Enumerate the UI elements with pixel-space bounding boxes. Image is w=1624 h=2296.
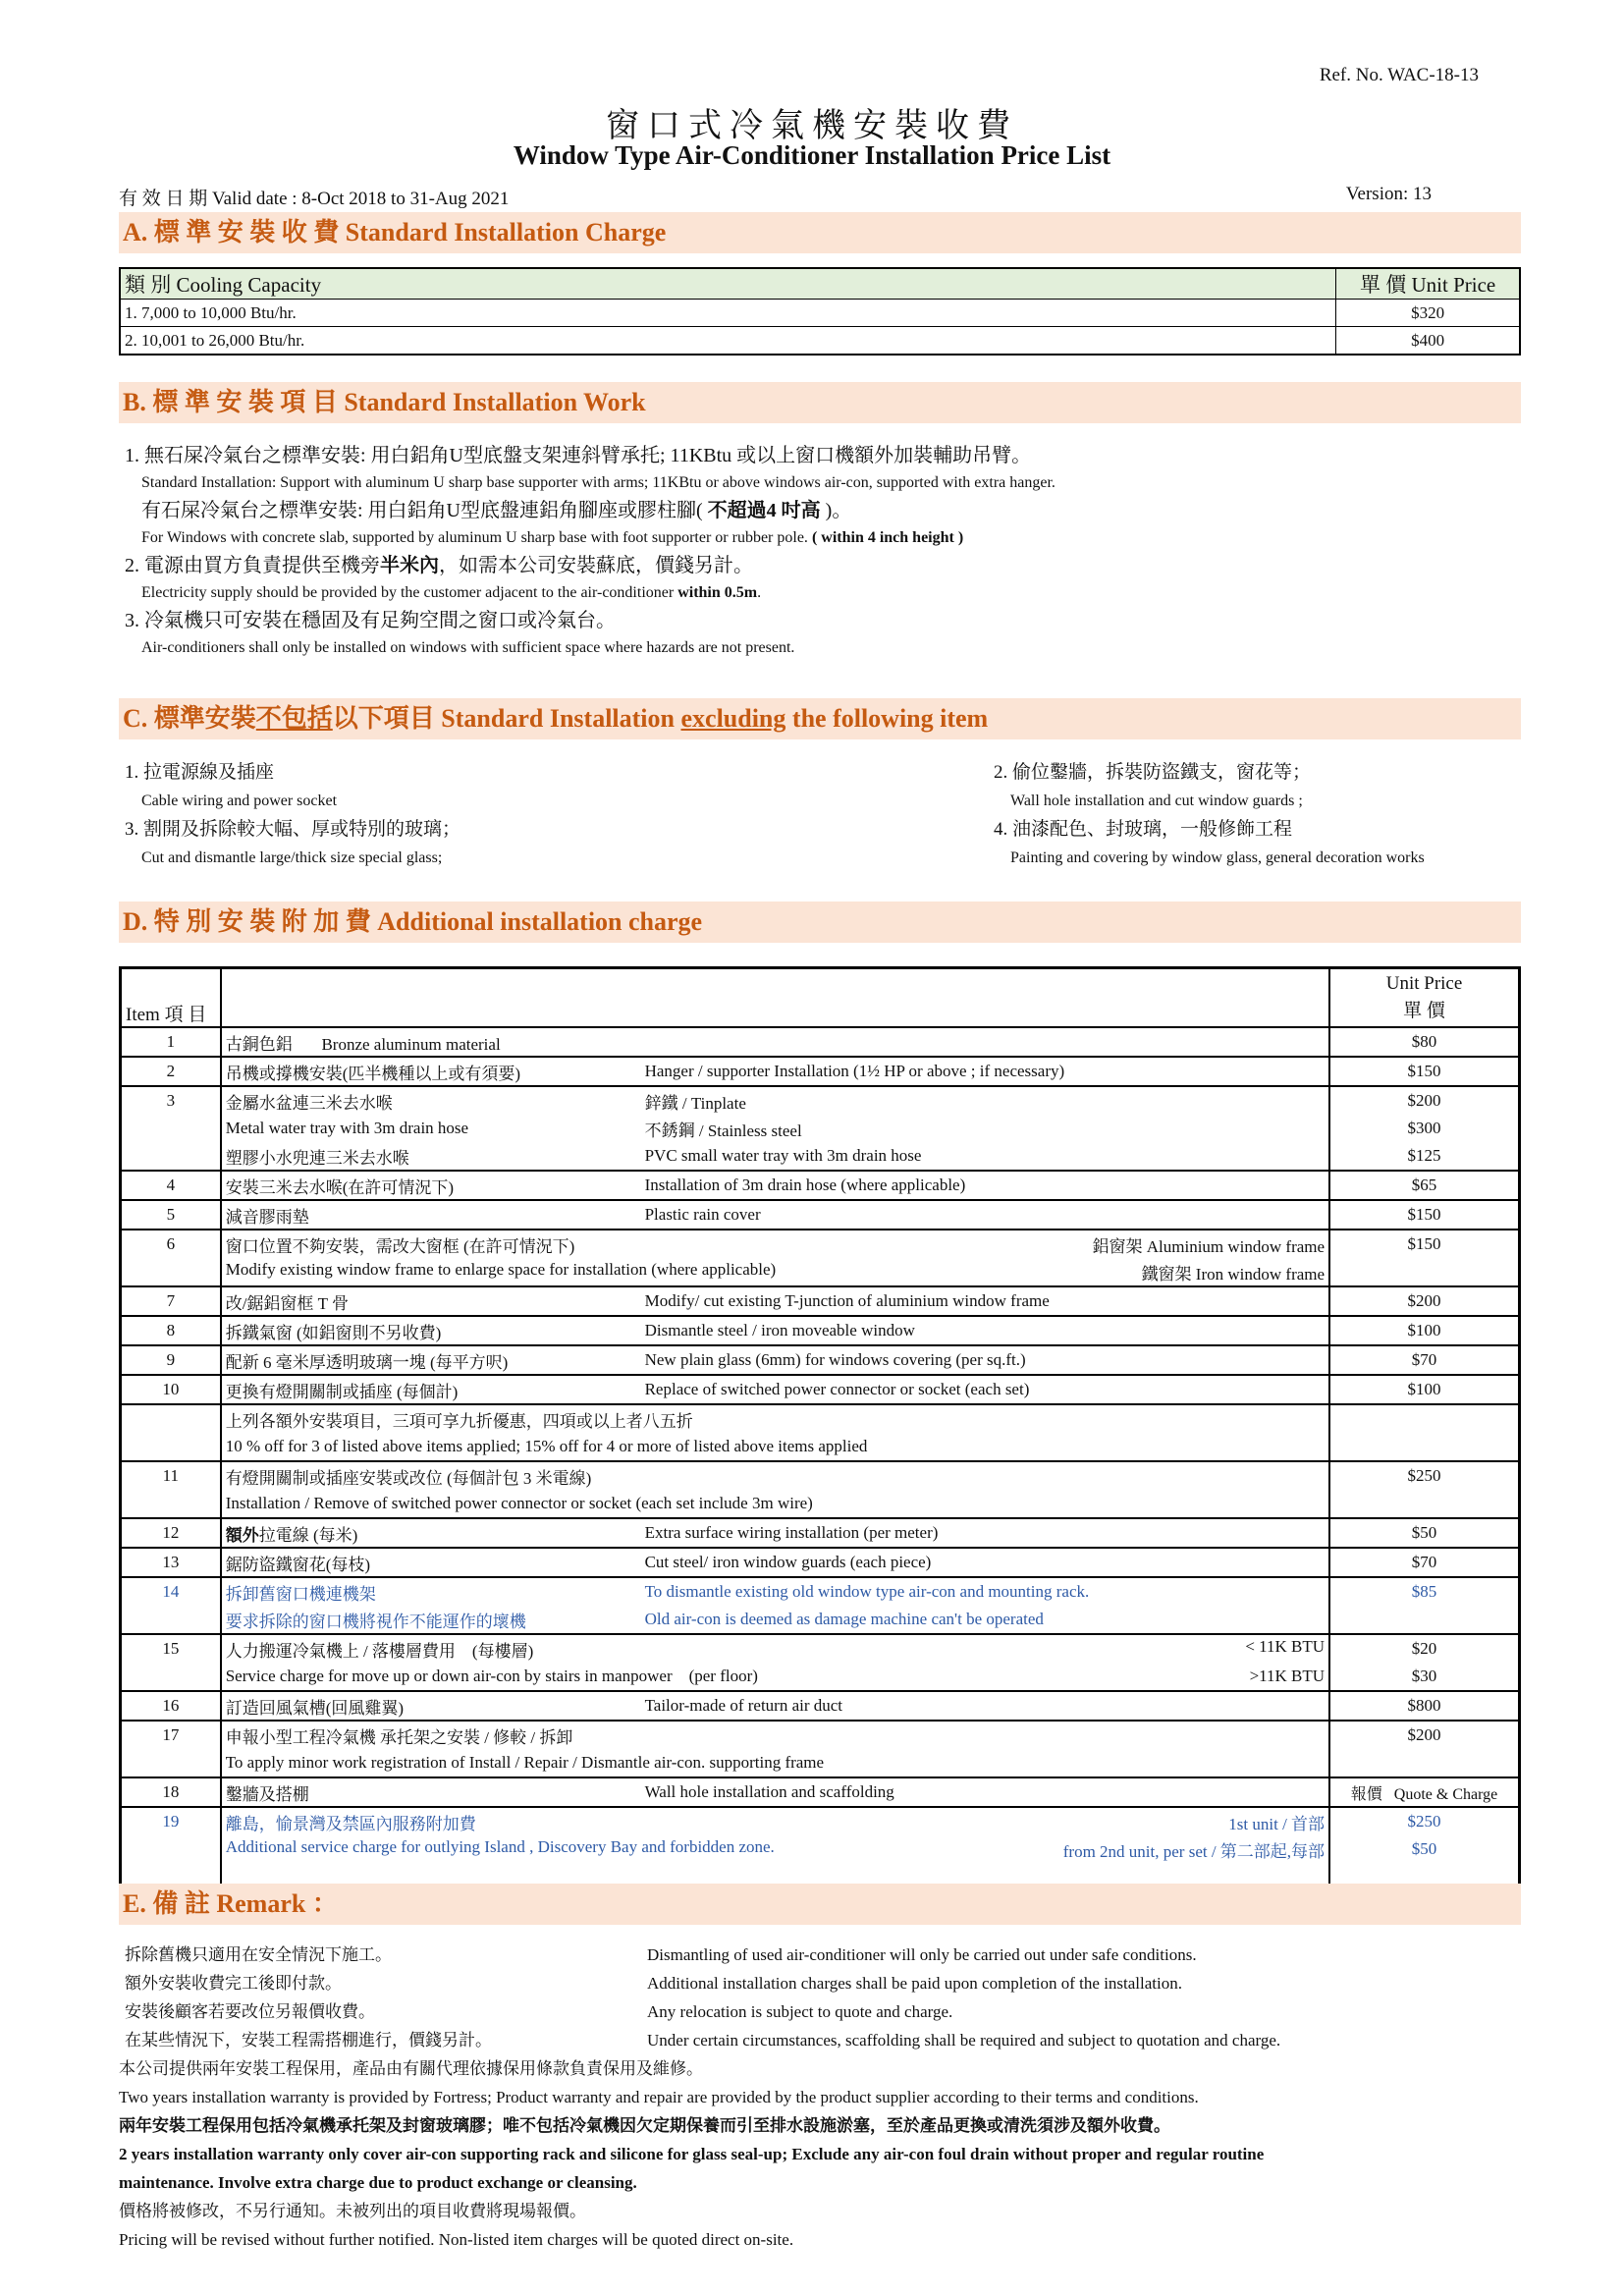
item-desc: 古銅色鋁 Bronze aluminum material [221,1027,1329,1057]
item-number: 14 [121,1577,221,1606]
table-row [121,1518,1520,1548]
item-desc-en: Installation of 3m drain hose (where applicable) [641,1171,1329,1200]
item-desc [221,1258,1329,1286]
item-price: $250 [1329,1807,1519,1835]
section-e-header: E. 備 註 Remark ： [119,1884,1521,1925]
item-desc: 吊機或撐機安裝(匹半機種以上或有須要) [221,1057,641,1086]
table-row [121,1606,1520,1634]
item-desc: 鑿牆及搭棚 [221,1777,641,1807]
item-price [1329,1490,1519,1518]
table-row [121,1142,1520,1171]
item-number [121,1663,221,1691]
item-price: $150 [1329,1057,1519,1086]
section-c-header [119,698,1521,739]
excluded-item-4-en: Painting and covering by window glass, general decoration works [1010,849,1425,866]
item-desc [221,1835,1329,1863]
col-unit-price: 單 價 Unit Price [1336,268,1520,300]
item-number [121,1433,221,1461]
title-chinese: 窗口式冷氣機安裝收費 [606,108,1018,144]
item-desc: 塑膠小水兜連三米去水喉 [225,1148,409,1168]
work-item-1b-en-text: For Windows with concrete slab, supported by aluminum U sharp base with foot supporter or rubber pole. [141,529,812,546]
excluded-item-1-en: Cable wiring and power socket [141,793,338,809]
item-number: 10 [121,1375,221,1404]
item-number [121,1835,221,1863]
table-row [121,1577,1520,1606]
item-price [1329,1258,1519,1286]
excluded-item-2: 2. 偷位鑿牆，拆裝防盜鐵支，窗花等； [994,762,1312,783]
item-desc-en: To apply minor work registration of Install / Repair / Dismantle air-con. supporting frame [225,1753,825,1772]
work-item-1b-en [125,524,1056,552]
item-desc: 減音膠雨墊 [221,1200,641,1230]
item-number: 18 [121,1777,221,1807]
item-number: 16 [121,1691,221,1721]
item-price: 報價 Quote & Charge [1329,1777,1519,1807]
discount-row [121,1404,1520,1433]
item-number [121,1606,221,1634]
table-row [121,1721,1520,1749]
item-desc-zh: 離島，愉景灣及禁區內服務附加費 [225,1814,476,1833]
item-price: $300 [1329,1115,1519,1142]
item-desc-en: PVC small water tray with 3m drain hose [644,1146,922,1165]
item-desc-en: Extra surface wiring installation (per meter) [641,1518,1329,1548]
remark-5: 本公司提供兩年安裝工程保用，產品由有關代理依據保用條款負責保用及維修。 [119,2059,703,2078]
item-desc-en: Hanger / supporter Installation (1½ HP or above ; if necessary) [641,1057,1329,1086]
item-desc-en: Replace of switched power connector or socket (each set) [641,1375,1329,1404]
item-number: 3 [121,1086,221,1115]
work-item-2-end: ，如需本公司安裝蘇底，價錢另計。 [439,555,753,576]
item-desc: 配新 6 毫米厚透明玻璃一塊 (每平方呎) [221,1345,641,1375]
work-item-2-text: 2. 電源由買方負責提供至機旁 [125,555,380,576]
section-d-header: D. 特 別 安 裝 附 加 費 Additional installation charge [119,902,1521,943]
work-item-1b-bold: 不超過4 吋高 [702,500,826,521]
item-option: 鐵窗架 Iron window frame [1141,1264,1326,1284]
item-desc: Metal water tray with 3m drain hose [225,1119,469,1137]
table-row [121,1115,1520,1142]
item-number: 11 [121,1461,221,1490]
excluded-items-right [994,758,1425,872]
item-number [121,1115,221,1142]
remark-8: 2 years installation warranty only cover air-con supporting rack and silicone for glass seal-up; Exclude any air-con foul drain without proper and regular routine [119,2145,1265,2163]
col-unit-price-en: Unit Price [1385,973,1463,994]
item-desc-bold: 額外 [225,1525,259,1545]
item-desc: 更換有燈開關制或插座 (每個計) [221,1375,641,1404]
item-number: 17 [121,1721,221,1749]
item-price: $80 [1329,1027,1519,1057]
item-price: $85 [1329,1577,1519,1606]
item-option: >11K BTU [1249,1667,1326,1685]
item-number [121,1142,221,1171]
item-desc: 安裝三米去水喉(在許可情況下) [221,1171,641,1200]
col-description [221,968,1329,1028]
item-desc: 鋸防盜鐵窗花(每枝) [221,1548,641,1577]
table-row [121,1316,1520,1345]
discount-row [121,1433,1520,1461]
item-desc-en: Dismantle steel / iron moveable window [641,1316,1329,1345]
work-item-1: 1. 無石屎冷氣台之標準安裝: 用白鋁角U型底盤支架連斜臂承托; 11KBtu 或以上窗口機額外加裝輔助吊臂。 [125,445,1032,466]
table-row [121,1835,1520,1863]
table-row [121,1375,1520,1404]
remark-7: 兩年安裝工程保用包括冷氣機承托架及封窗玻璃膠；唯不包括冷氣機因欠定期保養而引至排水設施淤塞，至於產品更換或清洗須涉及額外收費。 [119,2116,1170,2135]
section-c-title-e: the following item [785,704,989,733]
item-price: $200 [1329,1086,1519,1115]
table-row [120,300,1520,327]
work-item-1b-en-bold: ( within 4 inch height ) [811,529,964,546]
item-price: $70 [1329,1345,1519,1375]
item-desc [221,1634,1329,1663]
item-price: $50 [1329,1835,1519,1863]
item-price: $125 [1329,1142,1519,1171]
col-unit-price-zh: 單 價 [1403,1001,1445,1021]
work-item-3-en: Air-conditioners shall only be installed on windows with sufficient space where hazards are not present. [141,639,795,656]
col-unit-price [1329,968,1519,1028]
item-desc-en: New plain glass (6mm) for windows covering (per sq.ft.) [641,1345,1329,1375]
item-desc-en: To dismantle existing old window type air-con and mounting rack. [641,1577,1329,1606]
item-number: 4 [121,1171,221,1200]
item-number: 7 [121,1286,221,1316]
additional-charge-table [119,966,1521,1893]
work-item-1b-text: 有石屎冷氣台之標準安裝: 用白鋁角U型底盤連鋁角腳座或膠柱腳( [141,500,703,521]
item-desc-zh: 拉電線 (每米) [258,1525,358,1545]
item-price: $800 [1329,1691,1519,1721]
item-number: 6 [121,1230,221,1258]
remark-6: Two years installation warranty is provided by Fortress; Product warranty and repair are provided by the product supplier according to their terms and conditions. [119,2088,1199,2106]
item-desc [221,1663,1329,1691]
table-row [121,1086,1520,1115]
item-option: 1st unit / 首部 [1228,1814,1326,1833]
table-header-row [121,968,1520,1028]
item-desc-en: Modify/ cut existing T-junction of aluminium window frame [641,1286,1329,1316]
item-number: 1 [121,1027,221,1057]
section-c-title-d: excluding [680,704,786,733]
item-number: 19 [121,1807,221,1835]
item-desc-en: Installation / Remove of switched power connector or socket (each set include 3m wire) [225,1494,813,1512]
item-number: 8 [121,1316,221,1345]
col-cooling-capacity: 類 別 Cooling Capacity [120,268,1336,300]
item-desc: 金屬水盆連三米去水喉 [221,1086,641,1115]
item-desc-en: Wall hole installation and scaffolding [641,1777,1329,1807]
title-english: Window Type Air-Conditioner Installation Price List [513,140,1111,170]
item-price: $100 [1329,1316,1519,1345]
excluded-items-left [125,758,460,872]
work-item-2 [125,552,1056,579]
remarks-warranty [119,2054,1523,2254]
remark-8b: maintenance. Involve extra charge due to product exchange or cleansing. [119,2173,637,2192]
section-a-header: A. 標 準 安 裝 收 費 Standard Installation Charge [119,212,1521,253]
table-row [121,1200,1520,1230]
work-item-1b [125,497,1056,524]
item-option: < 11K BTU [1245,1636,1326,1656]
section-b-header: B. 標 準 安 裝 項 目 Standard Installation Work [119,382,1521,423]
item-price [1329,1404,1519,1433]
table-row [121,1634,1520,1663]
item-price: $30 [1329,1663,1519,1691]
col-item: Item 項 目 [121,968,221,1028]
item-desc-en: Old air-con is deemed as damage machine can't be operated [644,1610,1044,1628]
item-number: 12 [121,1518,221,1548]
item-desc: 有燈開關制或插座安裝或改位 (每個計包 3 米電線) [221,1461,1329,1490]
capacity-cell: 1. 7,000 to 10,000 Btu/hr. [120,300,1336,327]
work-item-3: 3. 冷氣機只可安裝在穩固及有足夠空間之窗口或冷氣台。 [125,610,616,631]
work-item-2-en [125,579,1056,607]
item-number: 13 [121,1548,221,1577]
remark-3-zh: 安裝後顧客若要改位另報價收費。 [125,2002,375,2021]
table-row [121,1749,1520,1777]
item-desc-zh: 窗口位置不夠安裝，需改大窗框 (在許可情況下) [225,1236,575,1256]
table-row [121,1345,1520,1375]
item-price [1329,1433,1519,1461]
item-price: $200 [1329,1286,1519,1316]
item-desc-en: Additional service charge for outlying Island , Discovery Bay and forbidden zone. [225,1836,775,1856]
excluded-item-1: 1. 拉電源線及插座 [125,762,275,783]
item-number: 9 [121,1345,221,1375]
table-row [121,1777,1520,1807]
item-desc: 拆鐵氣窗 (如鋁窗則不另收費) [221,1316,641,1345]
work-item-1-en: Standard Installation: Support with aluminum U sharp base supporter with arms; 11KBtu or above windows air-con, supported with extra hanger. [141,474,1056,491]
table-row [121,1490,1520,1518]
item-number: 15 [121,1634,221,1663]
work-item-2-en-end: . [757,584,762,601]
item-desc: 改/鋸鋁窗框 T 骨 [221,1286,641,1316]
remark-1-zh: 拆除舊機只適用在安全情況下施工。 [125,1945,392,1964]
item-number: 5 [121,1200,221,1230]
item-desc: 訂造回風氣槽(回風雞翼) [221,1691,641,1721]
item-price: $200 [1329,1721,1519,1749]
work-item-2-en-bold: within 0.5m [677,584,758,601]
excluded-item-3: 3. 割開及拆除較大幅、厚或特別的玻璃； [125,819,461,840]
table-row [121,1171,1520,1200]
item-price: $150 [1329,1200,1519,1230]
remark-4-zh: 在某些情況下，安裝工程需搭棚進行，價錢另計。 [125,2031,492,2050]
table-row [121,1057,1520,1086]
item-desc-en: Service charge for move up or down air-con by stairs in manpower (per floor) [225,1667,758,1685]
table-row [121,1286,1520,1316]
table-row [121,1691,1520,1721]
remark-9: 價格將被修改，不另行通知。未被列出的項目收費將現場報價。 [119,2202,586,2220]
excluded-item-2-en: Wall hole installation and cut window guards ; [1010,793,1303,809]
item-desc [221,1518,641,1548]
item-price: $70 [1329,1548,1519,1577]
table-row [121,1461,1520,1490]
standard-charge-table [119,267,1521,355]
section-c-title-b: 不包括 [255,704,333,733]
remark-10: Pricing will be revised without further notified. Non-listed item charges will be quoted direct on-site. [119,2230,794,2249]
item-option: 鋁窗架 Aluminium window frame [1092,1236,1326,1256]
item-desc-en: Cut steel/ iron window guards (each piece) [641,1548,1329,1577]
excluded-item-3-en: Cut and dismantle large/thick size special glass; [141,849,443,866]
capacity-cell: 2. 10,001 to 26,000 Btu/hr. [120,327,1336,355]
item-desc-en: Tailor-made of return air duct [641,1691,1329,1721]
table-header-row [120,268,1520,300]
table-row [121,1027,1520,1057]
discount-en: 10 % off for 3 of listed above items applied; 15% off for 4 or more of listed above items applied [225,1437,868,1455]
item-desc [221,1807,1329,1835]
item-desc: 申報小型工程冷氣機 承托架之安裝 / 修較 / 拆卸 [221,1721,1329,1749]
price-cell: $400 [1411,330,1445,350]
ref-number: Ref. No. WAC-18-13 [1319,65,1479,85]
item-desc: 拆卸舊窗口機連機架 [221,1577,641,1606]
remark-2-zh: 額外安裝收費完工後即付款。 [125,1974,342,1993]
item-desc-en: Modify existing window frame to enlarge space for installation (where applicable) [225,1259,777,1279]
table-row [121,1807,1520,1835]
remark-4-en: Under certain circumstances, scaffolding shall be required and subject to quotation and charge. [647,2031,1281,2050]
section-c-title-a: C. 標準安裝 [123,704,256,733]
item-desc-en: 鋅鐵 / Tinplate [641,1086,1329,1115]
item-number [121,1258,221,1286]
remark-2-en: Additional installation charges shall be paid upon completion of the installation. [647,1974,1182,1993]
item-desc-en: Plastic rain cover [641,1200,1329,1230]
item-option: from 2nd unit, per set / 第二部起,每部 [1062,1841,1326,1861]
item-price: $100 [1329,1375,1519,1404]
discount-zh: 上列各額外安裝項目，三項可享九折優惠，四項或以上者八五折 [221,1404,1329,1433]
table-row [121,1663,1520,1691]
item-desc [221,1230,1329,1258]
item-number: 2 [121,1057,221,1086]
work-item-2-bold: 半米內 [380,555,439,576]
remark-3-en: Any relocation is subject to quote and charge. [647,2002,953,2021]
table-row [121,1258,1520,1286]
table-row [121,1548,1520,1577]
item-price: $50 [1329,1518,1519,1548]
table-row [121,1230,1520,1258]
excluded-item-4: 4. 油漆配色、封玻璃，一般修飾工程 [994,819,1293,840]
standard-work-block [125,442,1056,662]
remark-1-en: Dismantling of used air-conditioner will only be carried out under safe conditions. [647,1945,1197,1964]
version: Version: 13 [1345,184,1432,204]
item-price: $250 [1329,1461,1519,1490]
item-desc-zh: 人力搬運冷氣機上 / 落樓層費用 (每樓層) [225,1641,534,1661]
item-price: $65 [1329,1171,1519,1200]
item-desc: 要求拆除的窗口機將視作不能運作的壞機 [225,1612,526,1631]
item-price [1329,1606,1519,1634]
item-price [1329,1749,1519,1777]
table-row [120,327,1520,355]
item-price: $150 [1329,1230,1519,1258]
item-price: $20 [1329,1634,1519,1663]
item-number [121,1404,221,1433]
item-number [121,1490,221,1518]
item-desc-en: 不銹鋼 / Stainless steel [644,1121,802,1140]
section-c-title-c: 以下項目 Standard Installation [332,704,681,733]
item-number [121,1749,221,1777]
price-cell: $320 [1336,300,1520,327]
valid-date: 有 效 日 期 Valid date : 8-Oct 2018 to 31-Aug 2021 [119,189,510,209]
work-item-1b-end: )。 [825,500,852,521]
work-item-2-en-text: Electricity supply should be provided by the customer adjacent to the air-conditioner [141,584,678,601]
